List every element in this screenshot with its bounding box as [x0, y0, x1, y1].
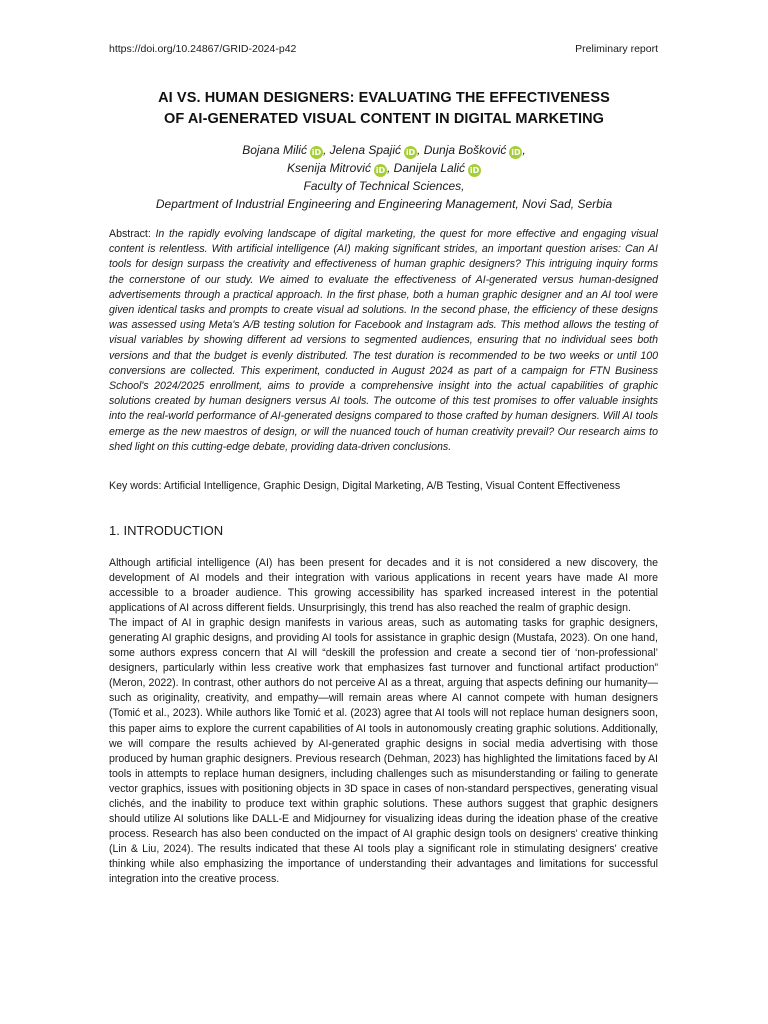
orcid-icon[interactable]: iD	[469, 166, 480, 175]
section-heading: 1. INTRODUCTION	[109, 523, 224, 538]
page-header	[109, 43, 658, 55]
orcid-icon[interactable]: iD	[511, 148, 521, 157]
author-name: Jelena Spajić	[329, 143, 402, 157]
report-type: Preliminary report	[575, 43, 658, 55]
abstract	[109, 227, 658, 455]
author-name: Dunja Bošković	[423, 143, 507, 157]
author-block	[80, 141, 688, 213]
keywords-text: Artificial Intelligence, Graphic Design, Digital Marketing, A/B Testing, Visual Content Effectiveness	[163, 480, 621, 492]
affiliation-faculty: Faculty of Technical Sciences,	[303, 179, 465, 193]
doi-link[interactable]: https://doi.org/10.24867/GRID-2024-p42	[109, 43, 297, 55]
paper-title	[80, 88, 688, 130]
title-line-1: AI VS. HUMAN DESIGNERS: EVALUATING THE EFFECTIVENESS	[158, 90, 610, 106]
orcid-icon[interactable]: iD	[311, 148, 322, 157]
introduction-body	[109, 556, 658, 887]
paragraph: The impact of AI in graphic design manifests in various areas, such as automating tasks for graphic designers, generating AI graphic designs, and providing AI tools for assistance in graphic design (Mustafa, 2023). On one hand, some authors express concern that AI will “deskill the profession and create a second tier of ‘non-professional’ designers, particularly within less creative work that emphasizes fast turnover and functional artifact production” (Meron, 2022). In contrast, other authors do not perceive AI as a threat, arguing that aspects defining our humanity—such as originality, creativity, and empathy—will remain areas where AI cannot compete with human designers (Tomić et al., 2023). While authors like Tomić et al. (2023) agree that AI tools will not replace human designers soon, this paper aims to explore the current capabilities of AI tools in autonomously creating graphic solutions. Additionally, we will compare the results achieved by AI-generated graphic designs in social media advertising with those produced by human graphic designers. Previous research (Dehman, 2023) has highlighted the limitations faced by AI tools in attempts to replace human designers, including challenges such as misunderstanding or failing to generate vector graphics, issues with positioning objects in 3D space in cases of non-standard perspectives, generating visual clichés, and the inability to produce text within graphic solutions. These authors suggest that graphic designers should utilize AI solutions like DALL-E and Midjourney for visualizing ideas during the ideation phase of the creative process. Research has also been conducted on the impact of AI graphic design tools on designers' creative thinking (Lin & Liu, 2024). The results indicated that these AI tools play a significant role in stimulating designers' creative thinking while also emphasizing the importance of understanding their advantages and limitations for successful integration into the creative process.	[109, 617, 658, 885]
keywords	[109, 479, 658, 494]
author-name: Ksenija Mitrović	[286, 161, 371, 175]
keywords-label: Key words:	[109, 480, 162, 492]
author-line-2: Ksenija Mitrović iD , Danijela Lalić iD	[286, 161, 480, 175]
title-line-2: OF AI-GENERATED VISUAL CONTENT IN DIGITAL MARKETING	[163, 111, 605, 127]
author-name: Danijela Lalić	[393, 161, 466, 175]
affiliation-department: Department of Industrial Engineering and Engineering Management, Novi Sad, Serbia	[155, 197, 613, 211]
orcid-icon[interactable]: iD	[375, 166, 386, 175]
orcid-icon[interactable]: iD	[405, 148, 416, 157]
abstract-text: In the rapidly evolving landscape of digital marketing, the quest for more effective and engaging visual content is relentless. With artificial intelligence (AI) making significant strides, an important question arises: Can AI tools for design surpass the creativity and effectiveness of human graphic designers? This intriguing inquiry forms the cornerstone of our study. We aimed to evaluate the effectiveness of AI-generated versus human-designed advertisements through a practical approach. In the first phase, both a human graphic designer and an AI tool were given identical tasks and prompts to create visual ad solutions. In the second phase, the efficiency of these designs was assessed using Meta's A/B testing solution for Facebook and Instagram ads. This method allows the testing of visual variables by showing different ad versions to segmented audiences, ensuring that no individual sees both versions and that the budget is evenly distributed. The test duration is recommended to be two weeks or until 100 conversions are collected. This experiment, conducted in August 2024 as part of a campaign for FTN Business School's 2024/2025 enrollment, aims to provide a comprehensive insight into the actual capabilities of graphic solutions created by human designers versus AI tools. The outcome of this test promises to offer valuable insights into the real-world performance of AI-generated designs compared to those crafted by human designers. Will AI tools emerge as the new maestros of design, or will the nuanced touch of human creativity prevail? Our research aims to shed light on this cutting-edge debate, providing data-driven conclusions.	[109, 228, 658, 453]
author-line-1: Bojana Milić iD , Jelena Spajić iD , Dunja Bošković iD ,	[242, 143, 526, 157]
author-name: Bojana Milić	[242, 143, 307, 157]
paragraph: Although artificial intelligence (AI) has been present for decades and it is not considered a new discovery, the development of AI models and their integration with various applications in recent years have made AI more accessible to a broader audience. This growing accessibility has sparked increased interest in the potential applications of AI across different fields. Unsurprisingly, this trend has also reached the realm of graphic design.	[109, 557, 658, 615]
abstract-label: Abstract:	[109, 228, 151, 240]
